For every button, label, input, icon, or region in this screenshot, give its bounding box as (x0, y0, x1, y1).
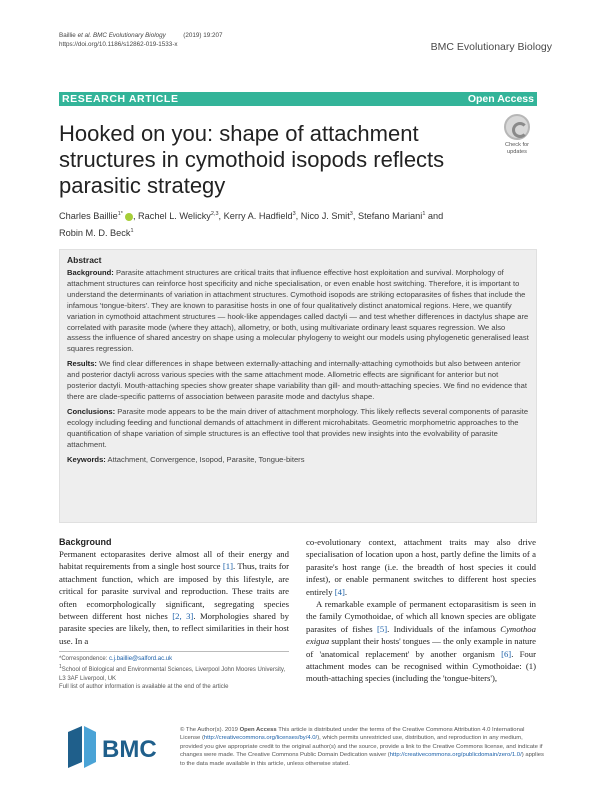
author-affil-sup: 1 (130, 227, 134, 234)
species-name: Cymothoa exigua (306, 623, 536, 647)
author-name[interactable]: Robin M. D. Beck (59, 227, 131, 238)
citation-link[interactable]: [2, 3] (172, 611, 194, 622)
citation-link[interactable]: [6] (501, 648, 512, 659)
abstract-background (67, 268, 529, 355)
bmc-logo-text: BMC (102, 736, 157, 763)
body-text: supplant their hosts' tongues — the only example in nature of 'anatomical replacement' by another organism (306, 636, 536, 659)
results-text: We find clear differences in shape between externally-attaching and internally-attaching cymothoids but also between anterior and posterior dactyli across various species with the same attachment mode. Allometric effects are significant for anterior but not posterior dactyli. Mouth-attaching species show greater shape variability than gill- and mouth-attaching species. We find no evidence that there are clade-specific patterns of association between parasite mode and dactylus shape. (67, 359, 527, 401)
keywords-label: Keywords: (67, 454, 106, 464)
article-title: Hooked on you: shape of attachment structures in cymothoid isopods reflects parasitic strategy (59, 121, 445, 198)
citation-authors: Baillie (59, 32, 78, 39)
full-author-info-note: Full list of author information is available at the end of the article (59, 684, 229, 691)
license-text: ), which permits unrestricted use, distribution, and reproduction in any medium, provided you give appropriate credit to the original author(s) and the source, provide a link to the Creative Commons license, and indicate if changes were made. The Creative Commons Public Domain Dedication waiver ( (180, 735, 543, 759)
author-affil-sup: 1* (117, 211, 123, 217)
author-name[interactable]: , Rachel L. Welicky (132, 211, 211, 222)
license-text: ) applies to the data made available in this article, unless otherwise stated. (180, 752, 544, 767)
license-text: This article is distributed under the terms of the Creative Commons Attribution 4.0 International License ( (180, 727, 525, 742)
check-line-2: updates (507, 148, 527, 155)
author-list (59, 207, 479, 240)
section-heading-background: Background (59, 537, 112, 547)
correspondence-label: *Correspondence: (59, 656, 110, 662)
author-affil-sup: 2,3 (210, 211, 219, 217)
abstract-keywords (67, 455, 529, 466)
doi-link[interactable]: https://doi.org/10.1186/s12862-019-1533-x (59, 41, 178, 48)
body-text: . Four attachment modes can be recognised within Cymothoidae: (1) mouth-attaching species (including the 'tongue-biters'), (306, 648, 536, 684)
author-name[interactable]: , Nico J. Smit (295, 211, 350, 222)
citation-link[interactable]: [1] (222, 561, 233, 572)
article-type-banner (59, 92, 537, 106)
body-column-left (59, 536, 289, 647)
body-column-right (306, 536, 536, 685)
body-text: A remarkable example of permanent ectoparasitism is seen in the family Cymothoidae, of which all known species are obligate parasites of fishes (306, 599, 536, 634)
footnote-divider (59, 651, 289, 652)
bmc-logo-icon (66, 726, 166, 768)
affiliation-text: School of Biological and Environmental Sciences, Liverpool John Moores University, L3 3AF Liverpool, UK (59, 667, 286, 682)
body-paragraph (59, 548, 289, 647)
license-copyright: © The Author(s). 2019 (180, 727, 240, 733)
author-name[interactable]: , Kerry A. Hadfield (218, 211, 293, 222)
affil-sup: 1 (59, 664, 62, 671)
keywords-text: Attachment, Convergence, Isopod, Parasite, Tongue-biters (105, 454, 305, 464)
author-affil-sup: 3 (292, 211, 296, 217)
body-paragraph (306, 536, 536, 598)
article-type-label: RESEARCH ARTICLE (62, 93, 179, 105)
body-text: co-evolutionary context, attachment traits may also drive specialisation of location upon a host, partly define the limits of a parasite's host range (i.e. the breadth of host species it could infest), or enable permanent switches to different host species entirely (306, 537, 536, 597)
body-text: . Individuals of the infamous (387, 623, 501, 634)
body-text: . Thus, traits for attachment function, which are imposed by this lifestyle, are critical for parasite survival and reproduction. These traits are often ecomorphologically significant, segregating species between different host niches (59, 561, 289, 622)
abstract-results (67, 359, 529, 403)
author-affil-sup: 3 (349, 211, 353, 217)
author-name[interactable]: Charles Baillie (59, 211, 118, 222)
journal-name: BMC Evolutionary Biology (430, 41, 552, 53)
license-link-cc0[interactable]: http://creativecommons.org/publicdomain/zero/1.0/ (389, 752, 522, 759)
background-label: Background: (67, 268, 114, 277)
running-header-citation (59, 31, 222, 49)
check-for-updates-badge[interactable] (499, 114, 535, 158)
check-for-updates-icon (504, 114, 530, 140)
body-text: . (344, 586, 348, 597)
open-access-label: Open Access (467, 93, 534, 105)
body-text: . Morphologies shared by parasite species are likely, then, to reflect similarities in their host use. In a (59, 611, 289, 646)
abstract-conclusions (67, 407, 529, 451)
citation-year: (2019) 19:207 (183, 32, 223, 39)
orcid-icon[interactable] (125, 213, 133, 221)
author-name[interactable]: , Stefano Mariani (352, 211, 423, 222)
abstract-heading: Abstract (67, 255, 102, 265)
body-paragraph (306, 598, 536, 685)
abstract-box (59, 249, 537, 523)
body-text: Permanent ectoparasites derive almost all of their energy and habitat requirements from a single host source (59, 549, 289, 572)
author-conjunction: and (425, 211, 444, 222)
author-affil-sup: 1 (422, 211, 426, 217)
background-text: Parasite attachment structures are critical traits that influence effective host exploitation and survival. Morphology of attachment structures can reinforce host specificity and niche specialisation, or even enable host switching. Therefore, it is important to understand the determinants of variation in attachment structures. Cymothoid isopods are striking ectoparasites of fishes that include the infamous 'tongue-biters'. They are known to parasitise hosts in one of four qualitatively distinct anatomical regions. Here, we quantify variation in cymothoid attachment structures — hook-like appendages called dactyli — and test whether differences in dactylus shape are correlated with parasite mode (where they attach), allometry, or both, using multivariate ordinary least squares regression. We also assess the influence of shared ancestry on shape using a molecular phylogeny to weight our models using phylogenetic generalised least squares regression. (67, 268, 529, 354)
results-label: Results: (67, 359, 97, 369)
footnotes (59, 655, 291, 692)
citation-link[interactable]: [4] (334, 586, 345, 597)
check-line-1: Check for (505, 142, 529, 148)
correspondence-email[interactable]: c.j.baillie@salford.ac.uk (109, 656, 173, 662)
license-oa-label: Open Access (239, 727, 277, 733)
conclusions-label: Conclusions: (67, 406, 116, 416)
citation-journal: et al. BMC Evolutionary Biology (77, 32, 166, 39)
license-statement (180, 726, 544, 768)
conclusions-text: Parasite mode appears to be the main driver of attachment morphology. This likely reflects several components of parasite ecology including feeding and functional demands of attachment in different microhabitats. Geometric morphometric approaches to the quantification of shape variation of simple structures is an effective tool that provides new insights into the evolvability of parasite attachment. (67, 406, 529, 449)
license-link-cc-by[interactable]: http://creativecommons.org/licenses/by/4.0/ (203, 735, 318, 742)
citation-link[interactable]: [5] (376, 623, 388, 634)
